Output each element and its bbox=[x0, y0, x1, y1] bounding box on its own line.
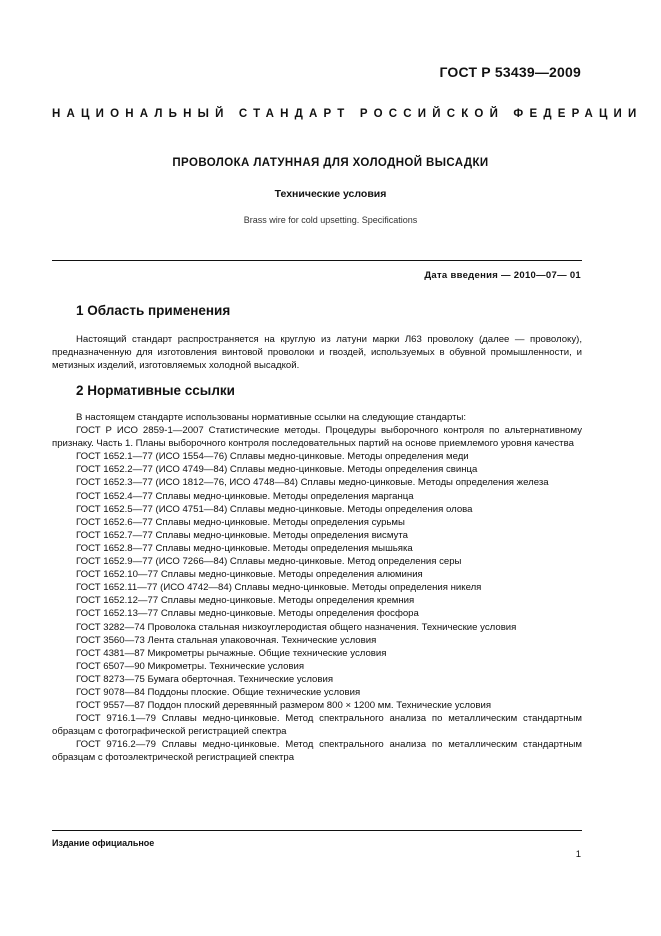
section-2-heading: 2 Нормативные ссылки bbox=[76, 383, 235, 398]
reference-item: ГОСТ 3560—73 Лента стальная упаковочная. Технические условия bbox=[76, 634, 377, 646]
reference-item: ГОСТ 9716.2—79 Сплавы медно-цинковые. Метод спектрального анализа по металлическим стандартным образцам с фотоэлектрической регистрацией спектра bbox=[52, 739, 582, 764]
reference-item: ГОСТ 9557—87 Поддон плоский деревянный размером 800 × 1200 мм. Технические условия bbox=[76, 700, 492, 712]
reference-item: ГОСТ 1652.1—77 (ИСО 1554—76) Сплавы медно-цинковые. Методы определения меди bbox=[76, 451, 469, 463]
document-subtitle: Технические условия bbox=[274, 188, 387, 200]
reference-item: ГОСТ 6507—90 Микрометры. Технические условия bbox=[76, 660, 305, 672]
reference-item: ГОСТ 9078—84 Поддоны плоские. Общие технические условия bbox=[76, 686, 361, 698]
english-title: Brass wire for cold upsetting. Specifications bbox=[243, 215, 418, 225]
reference-item: ГОСТ 1652.6—77 Сплавы медно-цинковые. Методы определения сурьмы bbox=[76, 516, 405, 528]
reference-item: ГОСТ 1652.3—77 (ИСО 1812—76, ИСО 4748—84) Сплавы медно-цинковые. Методы определения железа bbox=[76, 477, 549, 489]
reference-item: ГОСТ 1652.13—77 Сплавы медно-цинковые. Методы определения фосфора bbox=[76, 608, 419, 620]
reference-item: ГОСТ 1652.12—77 Сплавы медно-цинковые. Методы определения кремния bbox=[76, 595, 415, 607]
national-standard-banner: НАЦИОНАЛЬНЫЙ СТАНДАРТ РОССИЙСКОЙ ФЕДЕРАЦИИ bbox=[52, 108, 643, 120]
reference-item: ГОСТ 3282—74 Проволока стальная низкоуглеродистая общего назначения. Технические условия bbox=[76, 621, 517, 633]
official-edition-label: Издание официальное bbox=[52, 838, 155, 848]
reference-item: ГОСТ 1652.8—77 Сплавы медно-цинковые. Методы определения мышьяка bbox=[76, 542, 413, 554]
reference-item: ГОСТ 1652.4—77 Сплавы медно-цинковые. Методы определения марганца bbox=[76, 490, 414, 502]
document-code: ГОСТ Р 53439—2009 bbox=[439, 64, 581, 80]
reference-item: ГОСТ Р ИСО 2859-1—2007 Статистические методы. Процедуры выборочного контроля по альтернативному признаку. Часть 1. Планы выборочного контроля последовательных партий на основе приемлемого уровня качества bbox=[52, 425, 582, 450]
reference-item: ГОСТ 8273—75 Бумага оберточная. Технические условия bbox=[76, 673, 334, 685]
reference-item: ГОСТ 1652.11—77 (ИСО 4742—84) Сплавы медно-цинковые. Методы определения никеля bbox=[76, 582, 482, 594]
section-2-lead: В настоящем стандарте использованы нормативные ссылки на следующие стандарты: bbox=[76, 412, 467, 423]
document-title: ПРОВОЛОКА ЛАТУННАЯ ДЛЯ ХОЛОДНОЙ ВЫСАДКИ bbox=[172, 157, 489, 169]
introduction-date: Дата введения — 2010—07— 01 bbox=[424, 270, 581, 281]
footer-divider bbox=[52, 830, 582, 831]
section-2-body bbox=[52, 411, 582, 765]
top-divider bbox=[52, 260, 582, 261]
reference-item: ГОСТ 1652.10—77 Сплавы медно-цинковые. Методы определения алюминия bbox=[76, 569, 423, 581]
page-number: 1 bbox=[575, 849, 581, 860]
section-1-paragraph: Настоящий стандарт распространяется на круглую из латуни марки Л63 проволоку (далее — проволоку), предназначенную для изготовления винтовой проволоки и гвоздей, используемых в обувной промышленности, и метизных изделий, изготовляемых холодной высадкой. bbox=[52, 334, 582, 372]
reference-item: ГОСТ 1652.2—77 (ИСО 4749—84) Сплавы медно-цинковые. Методы определения свинца bbox=[76, 464, 478, 476]
reference-item: ГОСТ 1652.5—77 (ИСО 4751—84) Сплавы медно-цинковые. Методы определения олова bbox=[76, 503, 473, 515]
reference-item: ГОСТ 1652.9—77 (ИСО 7266—84) Сплавы медно-цинковые. Метод определения серы bbox=[76, 556, 462, 568]
reference-item: ГОСТ 9716.1—79 Сплавы медно-цинковые. Метод спектрального анализа по металлическим стандартным образцам с фотографической регистрацией спектра bbox=[52, 713, 582, 738]
section-1-heading: 1 Область применения bbox=[76, 303, 231, 318]
reference-item: ГОСТ 4381—87 Микрометры рычажные. Общие технические условия bbox=[76, 647, 387, 659]
section-1-body bbox=[52, 333, 582, 372]
reference-item: ГОСТ 1652.7—77 Сплавы медно-цинковые. Методы определения висмута bbox=[76, 529, 408, 541]
